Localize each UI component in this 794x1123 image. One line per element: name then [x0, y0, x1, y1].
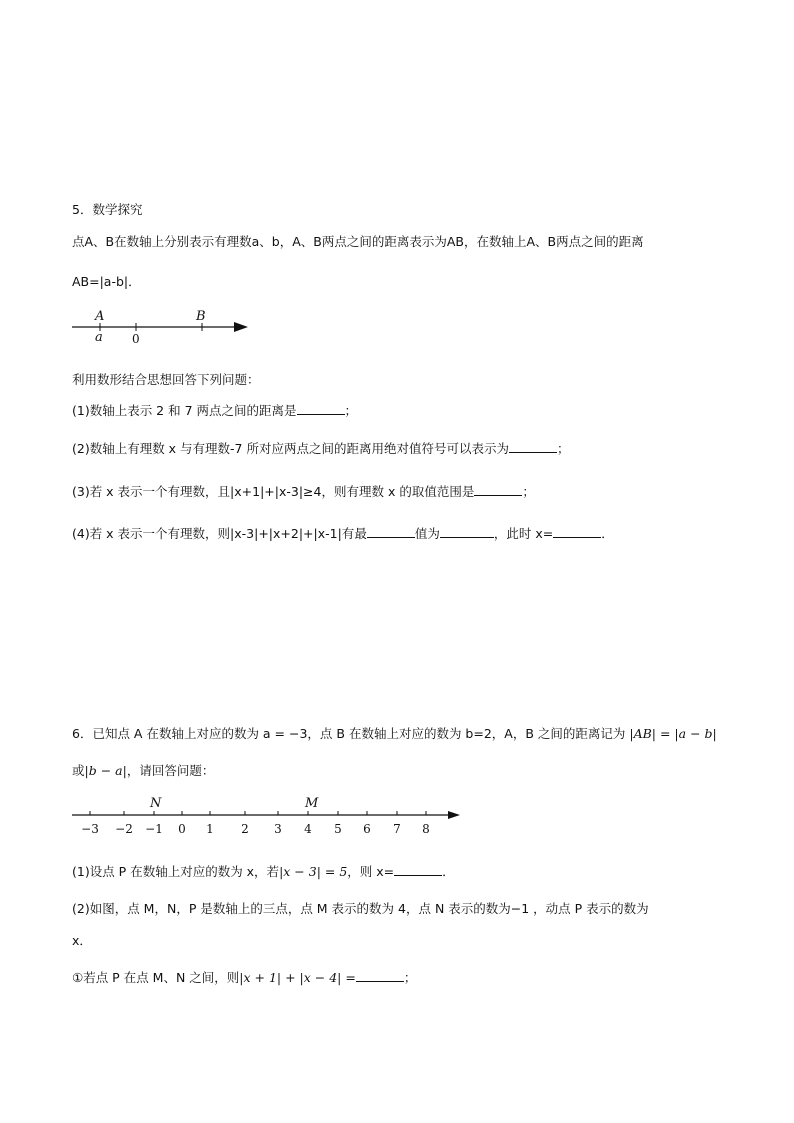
answer-blank[interactable]: [440, 525, 494, 538]
q5-prompt: 利用数形结合思想回答下列问题：: [72, 372, 260, 387]
q5-title: 5．数学探究: [72, 202, 143, 217]
q6-intro-line2: [72, 761, 214, 779]
q6-abs-formula-alt: |b − a|: [84, 763, 127, 778]
axis-tick-label: −3: [81, 822, 99, 836]
answer-blank[interactable]: [553, 525, 601, 538]
axis-tick-label: 1: [206, 822, 214, 836]
axis-tick-label: 0: [178, 822, 186, 836]
q6-abs-formula: |AB| = |a − b|: [629, 726, 717, 741]
q5-part4-text-a: (4)若 x 表示一个有理数，则|x-3|+|x+2|+|x-1|有最: [72, 526, 367, 541]
q6-subpart1-formula: |x + 1| + |x − 4| =: [239, 970, 356, 985]
q6-part1-text-a: (1)设点 P 在数轴上对应的数为 x，若: [72, 864, 280, 879]
axis-tick-label: 2: [241, 822, 249, 836]
q5-number-line: [70, 303, 260, 348]
origin-label: 0: [132, 332, 140, 346]
axis-tick-label: 8: [422, 822, 430, 836]
answer-blank[interactable]: [367, 525, 415, 538]
answer-blank[interactable]: [297, 402, 345, 415]
q6-part2-line2: x．: [72, 933, 92, 948]
q5-part3-text: (3)若 x 表示一个有理数，且|x+1|+|x-3|≥4，则有理数 x 的取值范围是: [72, 484, 475, 499]
q5-part2-text: (2)数轴上有理数 x 与有理数-7 所对应两点之间的距离用绝对值符号可以表示为: [72, 441, 509, 456]
point-M-label: M: [305, 796, 319, 811]
q5-part4-text-c: ，此时 x=: [493, 526, 554, 541]
q5-part4-text-b: 值为: [414, 526, 440, 541]
axis-tick-label: 5: [334, 822, 342, 836]
point-B-label: B: [196, 309, 206, 324]
q6-subpart1: [72, 968, 416, 986]
answer-blank[interactable]: [356, 969, 404, 982]
q5-part4: [72, 524, 614, 542]
q5-part3-end: ；: [522, 484, 535, 499]
answer-blank[interactable]: [509, 440, 557, 453]
q6-part1-formula: |x − 3| = 5: [279, 864, 348, 879]
q5-part2-end: ；: [557, 441, 570, 456]
axis-tick-label: 4: [304, 822, 312, 836]
answer-blank[interactable]: [474, 483, 522, 496]
q6-part1-text-c: ，则 x=: [347, 864, 395, 879]
q5-part1-end: ；: [344, 403, 358, 418]
q6-number-line: [70, 791, 470, 839]
point-A-label: A: [95, 309, 105, 324]
q5-part3: [72, 482, 535, 500]
q6-part2-line1: (2)如图，点 M，N，P 是数轴上的三点，点 M 表示的数为 4，点 N 表示的数为−1 ，动点 P 表示的数为: [72, 901, 649, 916]
q5-part1-text: (1)数轴上表示 2 和 7 两点之间的距离是: [72, 403, 297, 418]
q5-part1: [72, 401, 357, 419]
q5-part4-end: ．: [601, 526, 614, 541]
q6-subpart1-end: ；: [403, 970, 417, 985]
axis-tick-label: −1: [145, 822, 163, 836]
axis-tick-label: 3: [274, 822, 282, 836]
q6-intro-line1: [72, 724, 717, 742]
point-N-label: N: [150, 796, 162, 811]
q6-intro-text: 6．已知点 A 在数轴上对应的数为 a = −3，点 B 在数轴上对应的数为 b=2，A，B 之间的距离记为: [72, 726, 626, 741]
q6-intro2-text: ，请回答问题：: [126, 763, 215, 778]
answer-blank[interactable]: [394, 863, 442, 876]
q6-subpart1-text: ①若点 P 在点 M、N 之间，则: [72, 970, 240, 985]
q6-part1: [72, 862, 455, 880]
axis-tick-label: −2: [115, 822, 133, 836]
q5-intro-line2: AB=|a-b|．: [72, 274, 141, 289]
q6-intro2-or: 或: [72, 763, 85, 778]
q6-part1-end: ．: [442, 864, 455, 879]
q5-part2: [72, 439, 570, 457]
q5-intro-line1: 点A、B在数轴上分别表示有理数a、b，A、B两点之间的距离表示为AB，在数轴上A、B两点之间的距离: [72, 234, 644, 249]
axis-tick-label: 6: [363, 822, 371, 836]
point-a-label: a: [95, 330, 103, 345]
axis-tick-label: 7: [393, 822, 401, 836]
